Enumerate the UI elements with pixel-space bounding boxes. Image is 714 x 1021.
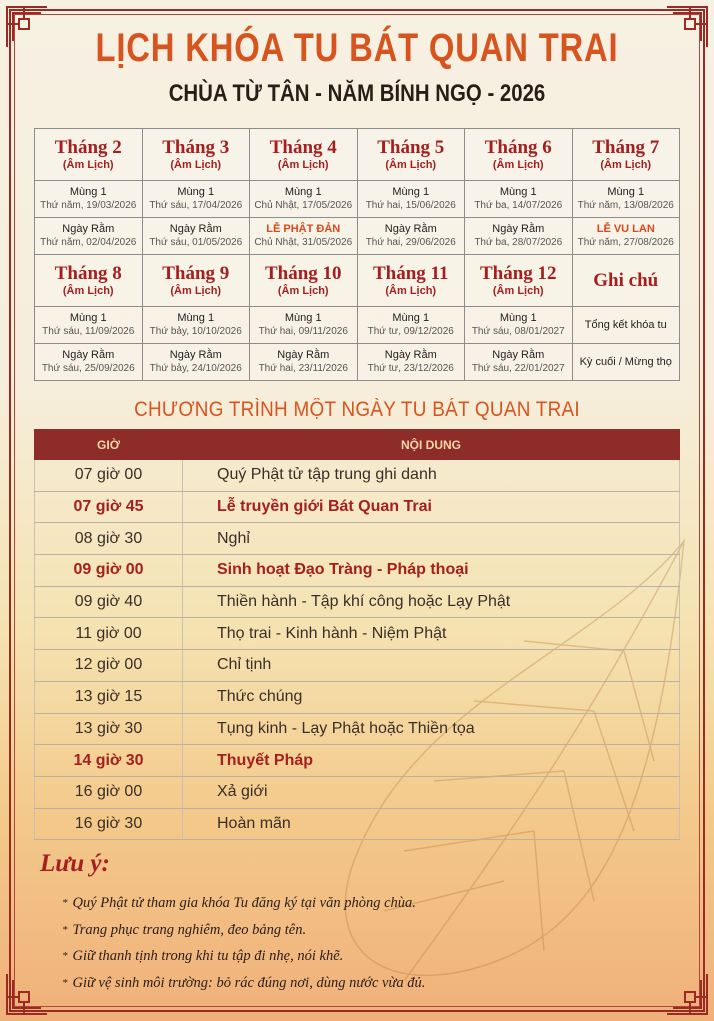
- month-name: Tháng 6: [484, 137, 552, 158]
- content-cell: Lễ truyền giới Bát Quan Trai: [183, 491, 680, 523]
- day-label: Ngày Rằm: [169, 223, 222, 235]
- month-header: [572, 129, 680, 181]
- day-date: Thứ ba, 28/07/2026: [474, 237, 563, 248]
- date-cell: [142, 181, 250, 218]
- lunar-label: (Âm Lịch): [385, 285, 437, 297]
- day-date: Thứ sáu, 25/09/2026: [41, 363, 135, 374]
- day-label: Mùng 1: [607, 186, 645, 198]
- notes-list: [62, 890, 425, 996]
- table-row: [35, 555, 680, 587]
- table-row: [35, 523, 680, 555]
- day-label: Mùng 1: [69, 186, 107, 198]
- table-row: [35, 681, 680, 713]
- date-cell: [142, 344, 250, 381]
- month-header: [35, 255, 143, 307]
- lunar-label: (Âm Lịch): [277, 285, 329, 297]
- day-label: Mùng 1: [69, 312, 107, 324]
- content-cell: Tụng kinh - Lạy Phật hoặc Thiền tọa: [183, 713, 680, 745]
- day-label: Mùng 1: [284, 186, 322, 198]
- date-cell: [35, 218, 143, 255]
- content-cell: Thuyết Pháp: [183, 745, 680, 777]
- date-cell: [357, 218, 465, 255]
- corner-ornament-icon: [4, 971, 50, 1017]
- month-header: [357, 255, 465, 307]
- date-cell: [35, 344, 143, 381]
- month-header: [250, 255, 358, 307]
- month-name: Tháng 7: [592, 137, 660, 158]
- day-date: Thứ tư, 09/12/2026: [367, 326, 454, 337]
- date-cell: [250, 344, 358, 381]
- date-cell: [465, 181, 573, 218]
- month-name: Tháng 8: [54, 263, 122, 284]
- time-cell: 13 giờ 30: [35, 713, 183, 745]
- day-date: Thứ ba, 14/07/2026: [474, 200, 563, 211]
- month-name: Tháng 11: [372, 263, 449, 284]
- page-subtitle: CHÙA TỪ TÂN - NĂM BÍNH NGỌ - 2026: [168, 80, 546, 107]
- table-row: [35, 713, 680, 745]
- day-label: Ngày Rằm: [384, 223, 437, 235]
- lunar-label: (Âm Lịch): [62, 285, 114, 297]
- time-cell: 16 giờ 00: [35, 776, 183, 808]
- date-cell: [465, 307, 573, 344]
- lunar-label: (Âm Lịch): [600, 159, 652, 171]
- list-item: * Quý Phật tử tham gia khóa Tu đăng ký tại văn phòng chùa.: [62, 890, 425, 917]
- month-name: Tháng 4: [269, 137, 337, 158]
- day-date: Thứ năm, 13/08/2026: [577, 200, 674, 211]
- lunar-label: (Âm Lịch): [492, 159, 544, 171]
- month-header: [357, 129, 465, 181]
- month-name: Tháng 5: [377, 137, 445, 158]
- date-cell: [572, 181, 680, 218]
- list-item: * Giữ thanh tịnh trong khi tu tập đi nhẹ, nói khẽ.: [62, 943, 425, 970]
- day-label: Ngày Rằm: [62, 349, 115, 361]
- lunar-label: (Âm Lịch): [492, 285, 544, 297]
- day-date: Thứ sáu, 01/05/2026: [149, 237, 243, 248]
- time-cell: 14 giờ 30: [35, 745, 183, 777]
- month-name: Tháng 12: [479, 263, 557, 284]
- date-cell: [250, 218, 358, 255]
- content-cell: Chỉ tịnh: [183, 650, 680, 682]
- content-cell: Nghỉ: [183, 523, 680, 555]
- time-cell: 11 giờ 00: [35, 618, 183, 650]
- day-label: Ngày Rằm: [277, 349, 330, 361]
- day-date: Thứ năm, 02/04/2026: [40, 237, 137, 248]
- list-item: * Giữ vệ sinh môi trường: bỏ rác đúng nơi, dùng nước vừa đủ.: [62, 970, 425, 997]
- date-cell: [250, 181, 358, 218]
- day-date: Chủ Nhật, 17/05/2026: [254, 200, 353, 211]
- table-row: [35, 491, 680, 523]
- table-row: [35, 776, 680, 808]
- day-date: Thứ hai, 15/06/2026: [365, 200, 456, 211]
- month-header: [250, 129, 358, 181]
- corner-ornament-icon: [4, 4, 50, 50]
- day-date: Thứ tư, 23/12/2026: [367, 363, 454, 374]
- month-name: Tháng 3: [162, 137, 230, 158]
- table-row: [35, 808, 680, 840]
- day-label: Ngày Rằm: [169, 349, 222, 361]
- time-cell: 09 giờ 40: [35, 586, 183, 618]
- table-row: [35, 586, 680, 618]
- lunar-label: (Âm Lịch): [170, 285, 222, 297]
- date-cell: [35, 307, 143, 344]
- festival-label: LỄ PHẬT ĐẢN: [266, 223, 341, 235]
- notes-title: Lưu ý:: [40, 850, 110, 877]
- corner-ornament-icon: [664, 4, 710, 50]
- date-cell: [357, 344, 465, 381]
- day-date: Thứ sáu, 22/01/2027: [471, 363, 565, 374]
- lunar-calendar-table: [34, 128, 680, 381]
- column-header-time: GIỜ: [35, 430, 183, 460]
- day-label: Ngày Rằm: [384, 349, 437, 361]
- month-name: Tháng 2: [54, 137, 122, 158]
- date-cell: [142, 307, 250, 344]
- day-label: Mùng 1: [284, 312, 322, 324]
- day-label: Mùng 1: [499, 186, 537, 198]
- note-cell: Kỳ cuối / Mừng thọ: [572, 344, 680, 381]
- month-header: [142, 255, 250, 307]
- schedule-table: [34, 429, 680, 840]
- day-label: Ngày Rằm: [62, 223, 115, 235]
- program-title: CHƯƠNG TRÌNH MỘT NGÀY TU BÁT QUAN TRAI: [134, 398, 580, 421]
- lunar-label: (Âm Lịch): [62, 159, 114, 171]
- day-label: Mùng 1: [177, 186, 215, 198]
- day-label: Mùng 1: [392, 186, 430, 198]
- day-date: Chủ Nhật, 31/05/2026: [254, 237, 353, 248]
- time-cell: 16 giờ 30: [35, 808, 183, 840]
- day-date: Thứ hai, 09/11/2026: [258, 326, 348, 337]
- table-row: [35, 650, 680, 682]
- date-cell: [142, 218, 250, 255]
- lunar-label: (Âm Lịch): [170, 159, 222, 171]
- content-cell: Xả giới: [183, 776, 680, 808]
- list-item: * Trang phục trang nghiêm, đeo bảng tên.: [62, 917, 425, 944]
- day-date: Thứ sáu, 17/04/2026: [149, 200, 243, 211]
- day-date: Thứ sáu, 11/09/2026: [42, 326, 135, 337]
- day-label: Mùng 1: [499, 312, 537, 324]
- month-name: Tháng 9: [162, 263, 230, 284]
- date-cell: [35, 181, 143, 218]
- month-header: [35, 129, 143, 181]
- time-cell: 07 giờ 45: [35, 491, 183, 523]
- month-header: [465, 255, 573, 307]
- content-cell: Thọ trai - Kinh hành - Niệm Phật: [183, 618, 680, 650]
- content-cell: Hoàn mãn: [183, 808, 680, 840]
- day-date: Thứ bảy, 24/10/2026: [149, 363, 242, 374]
- date-cell: [357, 307, 465, 344]
- time-cell: 08 giờ 30: [35, 523, 183, 555]
- day-label: Ngày Rằm: [492, 223, 545, 235]
- content-cell: Quý Phật tử tập trung ghi danh: [183, 460, 680, 492]
- month-name: Tháng 10: [264, 263, 342, 284]
- time-cell: 09 giờ 00: [35, 555, 183, 587]
- day-label: Mùng 1: [177, 312, 215, 324]
- note-cell: Tổng kết khóa tu: [572, 307, 680, 344]
- day-date: Thứ sáu, 08/01/2027: [471, 326, 565, 337]
- page-title: LỊCH KHÓA TU BÁT QUAN TRAI: [95, 26, 619, 70]
- date-cell: [357, 181, 465, 218]
- month-header: [142, 129, 250, 181]
- day-label: Ngày Rằm: [492, 349, 545, 361]
- content-cell: Thức chúng: [183, 681, 680, 713]
- day-date: Thứ năm, 19/03/2026: [40, 200, 137, 211]
- date-cell: [465, 344, 573, 381]
- lunar-label: (Âm Lịch): [277, 159, 329, 171]
- day-date: Thứ hai, 23/11/2026: [258, 363, 348, 374]
- day-date: Thứ bảy, 10/10/2026: [149, 326, 242, 337]
- day-date: Thứ hai, 29/06/2026: [365, 237, 456, 248]
- table-row: [35, 745, 680, 777]
- month-header: [465, 129, 573, 181]
- time-cell: 13 giờ 15: [35, 681, 183, 713]
- time-cell: 12 giờ 00: [35, 650, 183, 682]
- time-cell: 07 giờ 00: [35, 460, 183, 492]
- column-header-content: NỘI DUNG: [183, 430, 680, 460]
- date-cell: [465, 218, 573, 255]
- day-date: Thứ năm, 27/08/2026: [577, 237, 674, 248]
- table-row: [35, 460, 680, 492]
- day-label: Mùng 1: [392, 312, 430, 324]
- date-cell: [250, 307, 358, 344]
- table-row: [35, 618, 680, 650]
- notes-header: Ghi chú: [572, 255, 680, 307]
- content-cell: Sinh hoạt Đạo Tràng - Pháp thoại: [183, 555, 680, 587]
- date-cell: [572, 218, 680, 255]
- festival-label: LỄ VU LAN: [596, 223, 655, 235]
- content-cell: Thiền hành - Tập khí công hoặc Lạy Phật: [183, 586, 680, 618]
- lunar-label: (Âm Lịch): [385, 159, 437, 171]
